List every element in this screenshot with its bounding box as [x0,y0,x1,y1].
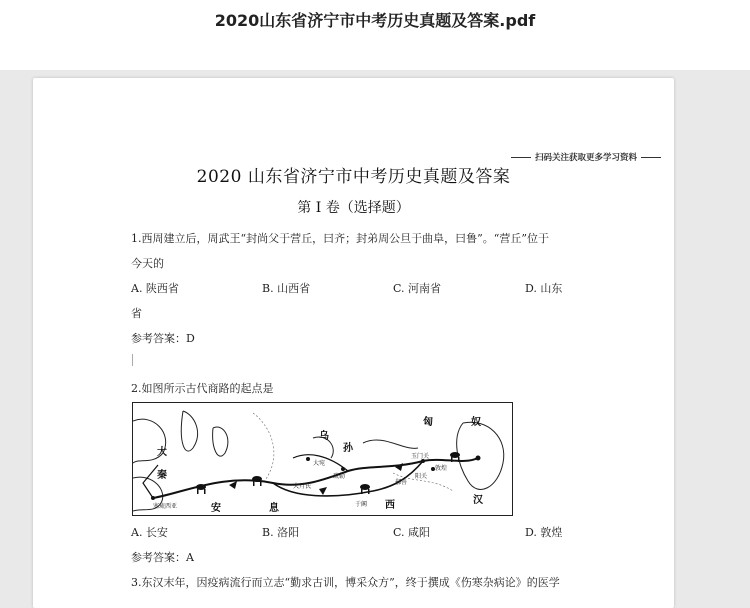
q2-option-c: C. 咸阳 [393,526,431,539]
section-heading: 第 I 卷（选择题） [297,200,410,216]
map-place-yangguan: 阳关 [415,473,428,480]
q2-option-a: A. 长安 [131,526,168,539]
pdf-page [33,78,674,608]
map-place-dayuezhi: 大月氏 [293,483,312,490]
text-cursor [132,354,133,366]
map-label-an: 安 [211,503,221,514]
q1-stem-line2: 今天的 [131,257,164,270]
q1-option-b: B. 山西省 [262,282,311,295]
q1-option-c: C. 河南省 [393,282,442,295]
q2-option-d: D. 敦煌 [525,526,563,539]
q1-option-d: D. 山东 [525,282,563,295]
map-place-shanshan: 鄯善 [395,479,408,486]
silk-road-map [132,402,513,516]
promo-rule-left [511,157,531,158]
map-place-dunhuang: 敦煌 [435,465,448,472]
map-label-sun: 孙 [343,443,353,454]
q2-answer: 参考答案：A [131,551,194,564]
map-place-shule: 疏勒 [333,473,346,480]
map-label-xi: 西 [385,500,395,511]
map-label-xi-big: 息 [269,503,279,514]
map-place-yutian: 于阗 [355,501,368,508]
viewer-toolbar [0,0,750,70]
promo-text: 扫码关注获取更多学习资料 [535,153,638,163]
map-place-seleucia: 塞琉西亚 [153,503,178,510]
map-place-yumenguan: 玉门关 [411,453,430,460]
q1-option-a: A. 陕西省 [131,282,179,295]
map-label-han: 汉 [473,495,483,506]
map-label-qin: 秦 [157,470,167,481]
map-label-da: 大 [157,447,167,458]
map-label-wu: 乌 [319,431,329,442]
q2-option-b: B. 洛阳 [262,526,300,539]
map-label-xiongnu-2: 奴 [471,417,481,428]
document-file-title: 2020山东省济宁市中考历史真题及答案.pdf [214,11,536,30]
q1-stem-line1: 1.西周建立后，周武王“封尚父于营丘，曰齐；封弟周公旦于曲阜，曰鲁”。“营丘”位于 [131,232,549,245]
map-label-xiongnu-1: 匈 [423,417,433,428]
map-place-dayuan: 大宛 [313,460,326,467]
page-title: 2020 山东省济宁市中考历史真题及答案 [196,167,511,187]
q1-option-d-wrap: 省 [131,307,142,320]
q3-stem-line1: 3.东汉末年，因疫病流行而立志“勤求古训，博采众方”，终于撰成《伤寒杂病论》的医学 [131,576,560,589]
q2-stem: 2.如图所示古代商路的起点是 [131,382,274,395]
promo-rule-right [641,157,661,158]
q1-answer: 参考答案：D [131,332,195,345]
